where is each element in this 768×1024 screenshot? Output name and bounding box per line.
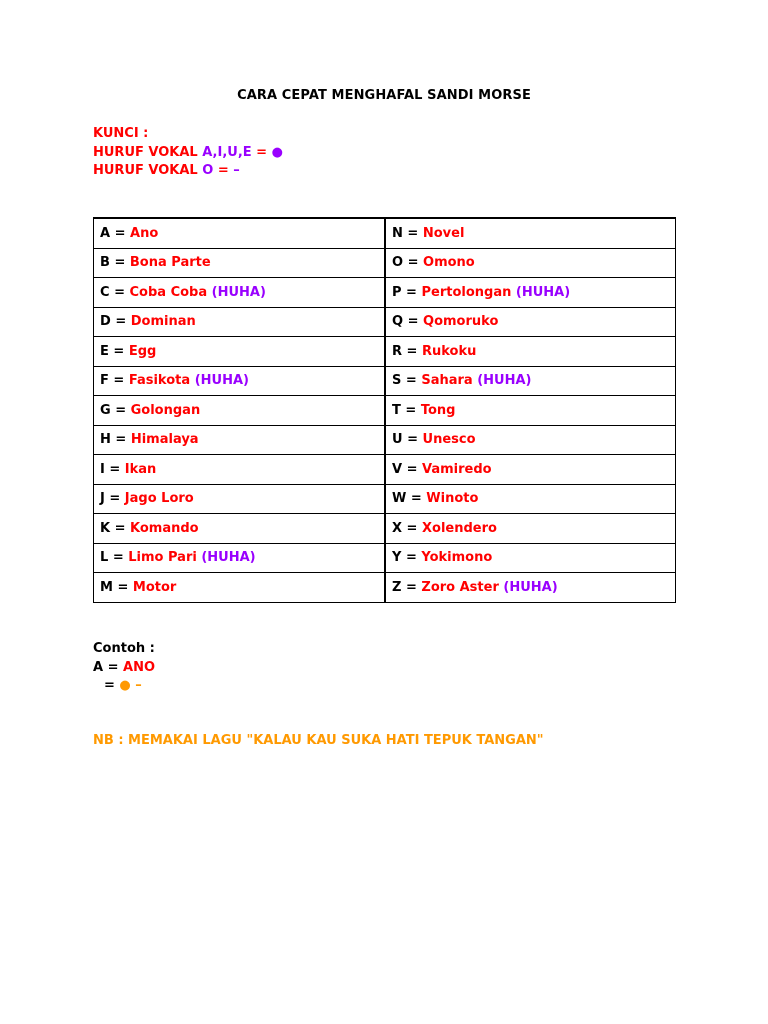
equals-sign: =: [108, 550, 129, 566]
table-cell-right: [385, 396, 676, 426]
key-equals: =: [213, 163, 234, 178]
table-cell-right: [385, 425, 676, 455]
mnemonic-word: Coba Coba: [129, 284, 208, 300]
mnemonic-word: Sahara: [421, 373, 473, 389]
morse-letter: V: [392, 461, 403, 477]
table-cell-right: [385, 484, 676, 514]
equals-sign: =: [403, 314, 424, 330]
table-cell-right: [385, 366, 676, 396]
morse-letter: G: [100, 402, 111, 418]
morse-table: [93, 217, 676, 603]
table-row: [94, 425, 676, 455]
morse-letter: T: [392, 402, 401, 418]
equals-sign: =: [108, 373, 129, 389]
mnemonic-word: Ikan: [124, 461, 157, 477]
table-cell-left: [94, 484, 386, 514]
equals-sign: =: [401, 550, 422, 566]
table-cell-right: [385, 573, 676, 603]
table-cell-left: [94, 366, 386, 396]
mnemonic-word: Ano: [130, 225, 159, 241]
mnemonic-word: Golongan: [130, 402, 201, 418]
morse-letter: J: [100, 491, 105, 507]
example-line-word: [93, 659, 155, 678]
table-cell-left: [94, 337, 386, 367]
table-row: [94, 307, 676, 337]
dash-symbol: –: [233, 163, 240, 178]
mnemonic-word: Bona Parte: [129, 255, 211, 271]
mnemonic-word: Omono: [423, 255, 475, 271]
equals-sign: =: [109, 255, 130, 271]
mnemonic-word: Komando: [130, 520, 199, 536]
morse-letter: Y: [392, 550, 402, 566]
table-row: [94, 396, 676, 426]
equals-sign: =: [109, 284, 130, 300]
mnemonic-word: Winoto: [426, 491, 479, 507]
equals-sign: =: [400, 402, 421, 418]
table-cell-left: [94, 543, 386, 573]
huha-tag: (HUHA): [477, 373, 532, 389]
morse-letter: S: [392, 373, 402, 389]
mnemonic-word: Jago Loro: [124, 491, 194, 507]
morse-letter: D: [100, 314, 111, 330]
table-cell-left: [94, 307, 386, 337]
equals-sign: =: [108, 343, 129, 359]
table-row: [94, 514, 676, 544]
example-equals: =: [104, 678, 120, 693]
table-cell-left: [94, 573, 386, 603]
equals-sign: =: [401, 373, 422, 389]
equals-sign: =: [112, 579, 133, 595]
table-cell-right: [385, 514, 676, 544]
morse-letter: E: [100, 343, 109, 359]
table-cell-right: [385, 337, 676, 367]
dot-symbol: ●: [271, 144, 283, 160]
equals-sign: =: [110, 402, 131, 418]
key-line-prefix: HURUF VOKAL: [93, 144, 203, 160]
morse-letter: H: [100, 432, 111, 448]
equals-sign: =: [402, 461, 423, 477]
page-title: CARA CEPAT MENGHAFAL SANDI MORSE: [237, 88, 531, 103]
morse-letter: Q: [392, 314, 404, 330]
example-letter: A: [93, 659, 104, 675]
equals-sign: =: [402, 520, 422, 536]
huha-tag: (HUHA): [503, 579, 558, 595]
key-vowel-letters: A,I,U,E: [202, 144, 252, 160]
table-row: [94, 543, 676, 573]
morse-letter: F: [100, 373, 109, 389]
equals-sign: =: [403, 255, 424, 271]
morse-letter: I: [100, 461, 105, 477]
table-cell-left: [94, 455, 386, 485]
equals-sign: =: [104, 491, 125, 507]
table-cell-right: [385, 278, 676, 308]
equals-sign: =: [110, 225, 131, 241]
table-cell-right: [385, 307, 676, 337]
equals-sign: =: [110, 432, 131, 448]
equals-sign: =: [104, 461, 125, 477]
key-line-vowels-dot: [93, 144, 283, 163]
table-cell-right: [385, 543, 676, 573]
mnemonic-word: Pertolongan: [421, 284, 512, 300]
morse-letter: K: [100, 520, 111, 536]
morse-letter: Z: [392, 579, 402, 595]
table-row: [94, 337, 676, 367]
example-word: ANO: [123, 659, 156, 675]
mnemonic-word: Qomoruko: [423, 314, 499, 330]
morse-letter: U: [392, 432, 403, 448]
table-row: [94, 248, 676, 278]
table-row: [94, 573, 676, 603]
equals-sign: =: [401, 284, 422, 300]
example-code: ● –: [119, 678, 142, 693]
table-row: [94, 366, 676, 396]
table-row: [94, 218, 676, 248]
key-line-prefix: HURUF VOKAL: [93, 163, 203, 178]
table-cell-left: [94, 425, 386, 455]
example-section: [93, 640, 155, 696]
table-cell-left: [94, 248, 386, 278]
equals-sign: =: [406, 491, 427, 507]
table-row: [94, 484, 676, 514]
mnemonic-word: Xolendero: [421, 520, 497, 536]
mnemonic-word: Tong: [420, 402, 456, 418]
huha-tag: (HUHA): [194, 373, 249, 389]
mnemonic-word: Himalaya: [130, 432, 199, 448]
morse-letter: L: [100, 550, 109, 566]
huha-tag: (HUHA): [515, 284, 571, 300]
mnemonic-word: Zoro Aster: [421, 579, 499, 595]
morse-letter: N: [392, 225, 403, 241]
morse-letter: C: [100, 284, 110, 300]
table-cell-left: [94, 278, 386, 308]
morse-letter: M: [100, 579, 113, 595]
mnemonic-word: Novel: [422, 225, 465, 241]
table-row: [94, 455, 676, 485]
morse-letter: A: [100, 225, 111, 241]
key-equals: =: [251, 144, 272, 160]
morse-letter: P: [392, 284, 402, 300]
key-section: [93, 125, 283, 181]
morse-letter: X: [392, 520, 403, 536]
table-cell-right: [385, 455, 676, 485]
mnemonic-word: Egg: [128, 343, 157, 359]
table-cell-left: [94, 218, 386, 248]
equals-sign: =: [402, 343, 422, 359]
equals-sign: =: [402, 225, 423, 241]
example-label: Contoh :: [93, 641, 155, 656]
table-cell-left: [94, 396, 386, 426]
mnemonic-word: Dominan: [130, 314, 196, 330]
key-vowel-letter: O: [202, 163, 214, 178]
table-cell-right: [385, 218, 676, 248]
mnemonic-word: Fasikota: [128, 373, 191, 389]
mnemonic-word: Rukoku: [421, 343, 477, 359]
table-cell-right: [385, 248, 676, 278]
morse-letter: W: [392, 491, 407, 507]
mnemonic-word: Limo Pari: [128, 550, 197, 566]
table-row: [94, 278, 676, 308]
huha-tag: (HUHA): [201, 550, 256, 566]
equals-sign: =: [110, 520, 131, 536]
equals-sign: =: [402, 432, 423, 448]
equals-sign: =: [401, 579, 422, 595]
mnemonic-word: Unesco: [422, 432, 476, 448]
morse-letter: B: [100, 255, 110, 271]
mnemonic-word: Motor: [132, 579, 177, 595]
note-text: NB : MEMAKAI LAGU "KALAU KAU SUKA HATI TEPUK TANGAN": [93, 733, 544, 748]
table-cell-left: [94, 514, 386, 544]
morse-letter: R: [392, 343, 403, 359]
morse-table-body: [94, 218, 676, 602]
example-equals: =: [103, 659, 124, 675]
huha-tag: (HUHA): [211, 284, 266, 300]
key-label: KUNCI :: [93, 126, 149, 141]
example-line-code: [93, 677, 155, 696]
equals-sign: =: [110, 314, 131, 330]
mnemonic-word: Vamiredo: [422, 461, 492, 477]
morse-letter: O: [392, 255, 404, 271]
mnemonic-word: Yokimono: [421, 550, 493, 566]
key-line-vowel-dash: [93, 162, 283, 181]
